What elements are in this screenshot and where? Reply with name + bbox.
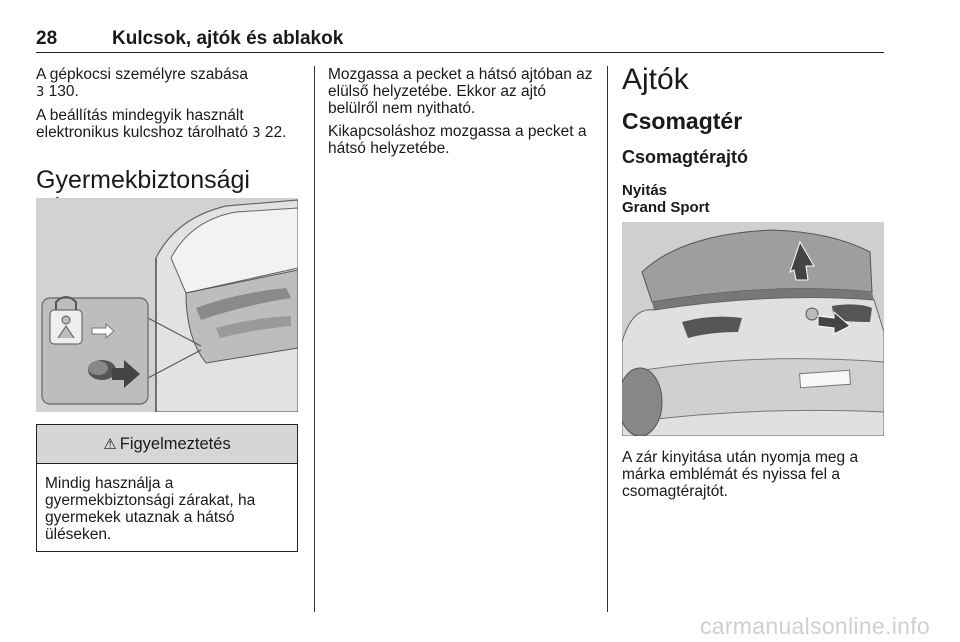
column-divider (314, 66, 315, 612)
watermark: carmanualsonline.info (699, 613, 930, 639)
heading-luggage-compartment: Csomagtér (622, 108, 743, 134)
warning-triangle-icon: ⚠ (103, 435, 117, 453)
heading-grand-sport: Grand Sport (622, 199, 710, 216)
warning-box (36, 424, 298, 552)
page-number: 28 (36, 28, 58, 49)
child-lock-door-illustration (36, 198, 298, 412)
heading-doors: Ajtók (622, 63, 689, 96)
page-reference-link[interactable]: 130. (48, 83, 79, 100)
section-title-child-locks: Gyermekbiztonsági (36, 166, 250, 194)
page-reference-link[interactable]: 22. (264, 124, 287, 141)
column-3 (622, 64, 892, 216)
page-reference-icon: 3 (252, 126, 261, 141)
page-header (36, 28, 884, 53)
paragraph-key-storage: A beállítás mindegyik használt elektronikus kulcshoz tárolható 3 22. (36, 107, 287, 141)
paragraph-disable: Kikapcsoláshoz mozgassa a pecket a hátsó helyzetébe. (328, 123, 587, 157)
column-2 (328, 66, 598, 163)
paragraph-move-pin: Mozgassa a pecket a hátsó ajtóban az elülső helyzetébe. Ekkor az ajtó belülről nem nyitható. (328, 66, 593, 117)
column-divider (607, 66, 608, 612)
tailgate-open-illustration (622, 222, 884, 436)
chapter-title: Kulcsok, ajtók és ablakok (112, 28, 344, 49)
warning-header (37, 425, 297, 464)
page-reference-icon: 3 (36, 85, 45, 100)
paragraph-unlock: A zár kinyitása után nyomja meg a márka emblémát és nyissa fel a csomagtérajtót. (622, 449, 859, 500)
warning-title: Figyelmeztetés (119, 434, 231, 453)
heading-opening: Nyitás (622, 182, 668, 199)
heading-tailgate: Csomagtérajtó (622, 147, 749, 167)
paragraph-personalization: A gépkocsi személyre szabása 3 130. (36, 66, 248, 100)
warning-body: Mindig használja a gyermekbiztonsági zárakat, ha gyermekek utaznak a hátsó üléseken. (45, 475, 256, 543)
